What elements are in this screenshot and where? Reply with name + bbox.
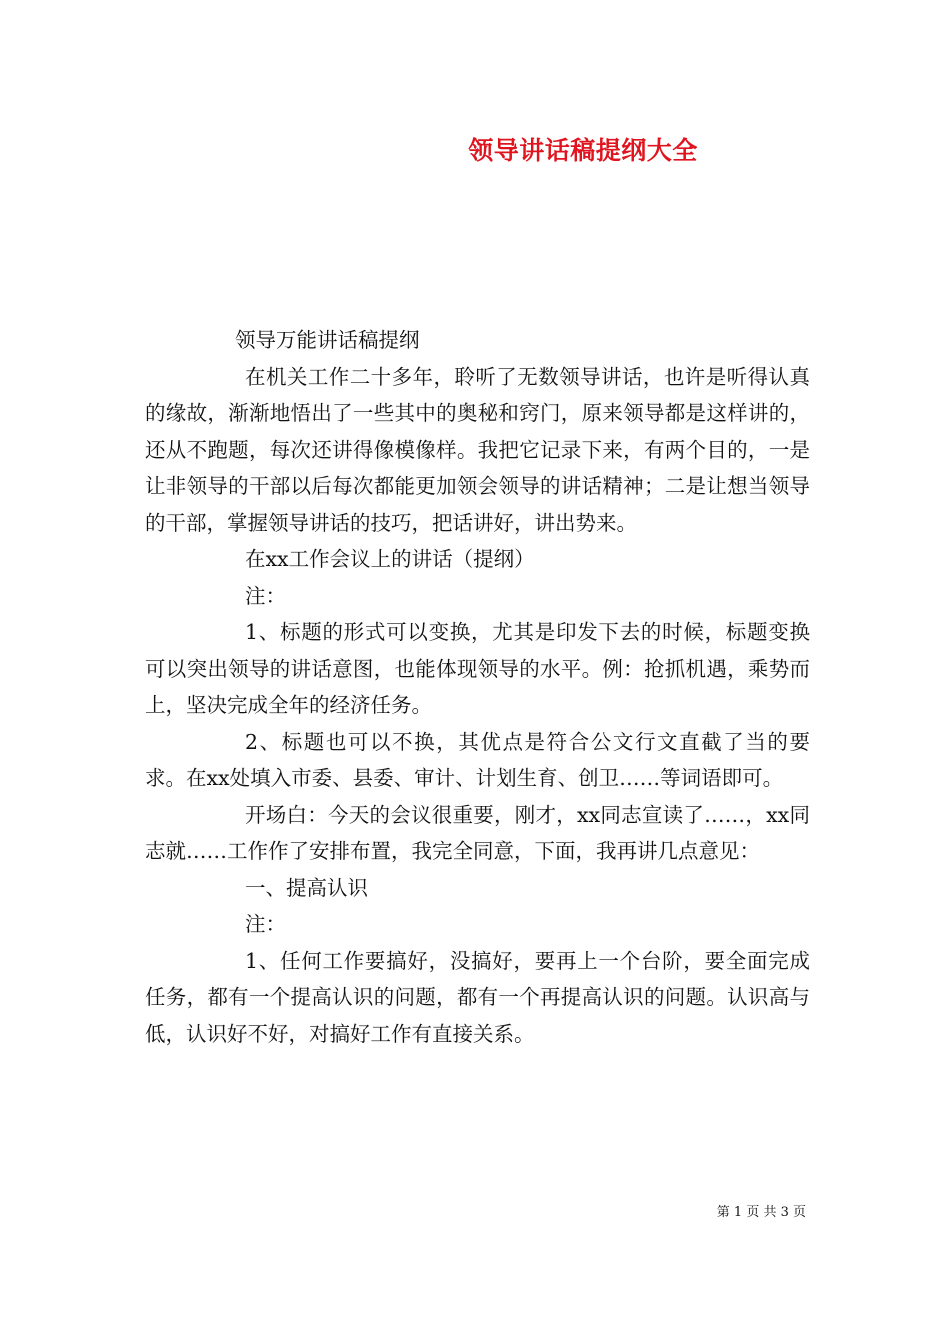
section-heading-paragraph: 一、提高认识 xyxy=(245,875,368,900)
document-body xyxy=(145,322,810,1052)
note-item-paragraph: 1、标题的形式可以变换，尤其是印发下去的时候，标题变换可以突出领导的讲话意图，也能体现领导的水平。例：抢抓机遇，乘势而上，坚决完成全年的经济任务。 xyxy=(145,620,810,717)
intro-paragraph: 在机关工作二十多年，聆听了无数领导讲话，也许是听得认真的缘故，渐渐地悟出了一些其中的奥秘和窍门，原来领导都是这样讲的，还从不跑题，每次还讲得像模像样。我把它记录下来，有两个目的，一是让非领导的干部以后每次都能更加领会领导的讲话精神；二是让想当领导的干部，掌握领导讲话的技巧，把话讲好，讲出势来。 xyxy=(145,364,810,535)
opening-remarks-paragraph: 开场白：今天的会议很重要，刚才，xx同志宣读了……，xx同志就……工作作了安排布置，我完全同意，下面，我再讲几点意见： xyxy=(145,802,810,863)
note-label-paragraph: 注： xyxy=(245,912,286,936)
document-title: 领导讲话稿提纲大全 xyxy=(468,136,698,165)
page-number-footer: 第 1 页 共 3 页 xyxy=(716,1205,806,1220)
note-label-paragraph: 注： xyxy=(245,583,286,608)
note-item-paragraph: 2、标题也可以不换，其优点是符合公文行文直截了当的要求。在xx处填入市委、县委、审计、计划生育、创卫……等词语即可。 xyxy=(145,729,810,790)
subtitle-paragraph: 领导万能讲话稿提纲 xyxy=(235,328,420,352)
section-heading-paragraph: 在xx工作会议上的讲话（提纲） xyxy=(245,547,535,571)
note-item-paragraph: 1、任何工作要搞好，没搞好，要再上一个台阶，要全面完成任务，都有一个提高认识的问题，都有一个再提高认识的问题。认识高与低，认识好不好，对搞好工作有直接关系。 xyxy=(145,948,810,1046)
